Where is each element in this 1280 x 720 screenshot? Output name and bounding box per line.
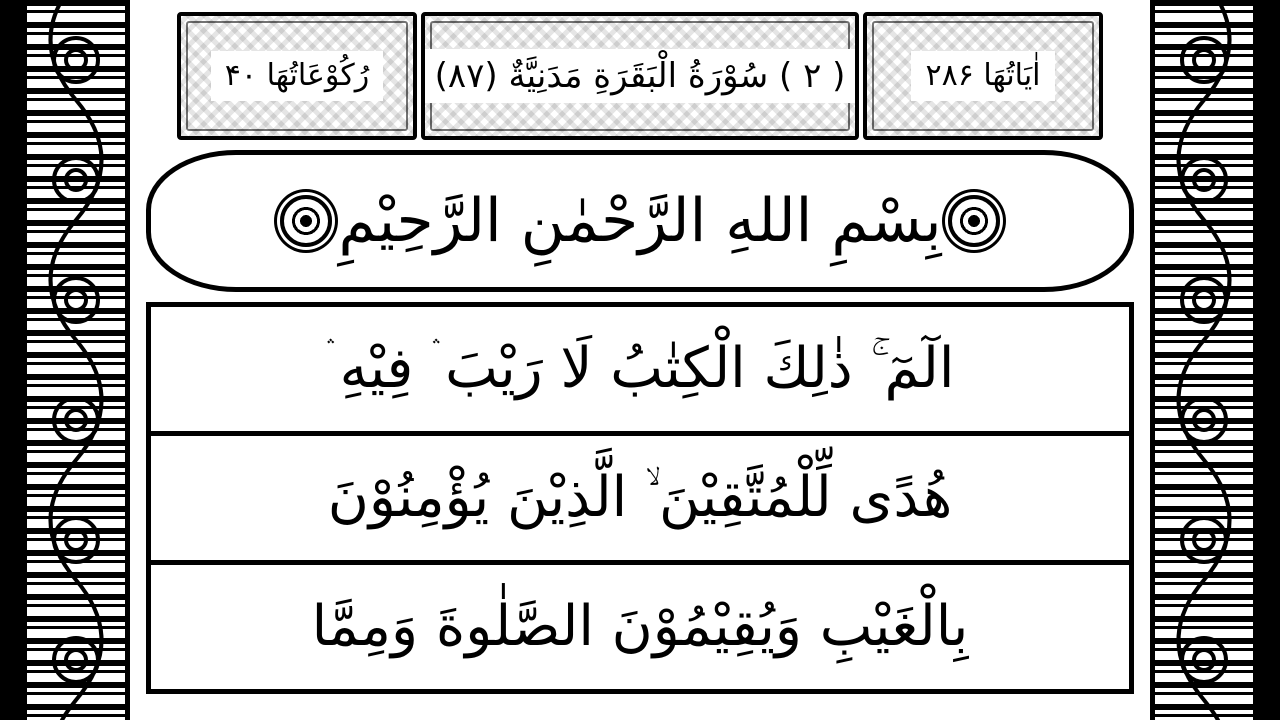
- ayah-line-2: [151, 436, 1129, 565]
- ayah-lines: [146, 302, 1134, 694]
- ruku-count-label: رُكُوْعَاتُهَا ۴۰: [217, 57, 377, 95]
- arabesque-pattern-right: [1150, 0, 1258, 720]
- ornamental-border-right: [1150, 0, 1258, 720]
- ayah-line-3: [151, 565, 1129, 689]
- ayah-count-cartouche: [863, 12, 1103, 140]
- rosette-icon-right: [280, 195, 332, 247]
- basmala-text: بِسْمِ اللهِ الرَّحْمٰنِ الرَّحِيْمِ: [338, 186, 942, 256]
- arabesque-pattern-left: [22, 0, 130, 720]
- page-edge-band-left: [0, 0, 22, 720]
- rosette-icon-left: [948, 195, 1000, 247]
- ayah-line-text: الٓمٓ ۚ ذٰلِكَ الْكِتٰبُ لَا رَيْبَ ۛ فِيْهِ ۛ: [325, 336, 955, 402]
- ayah-line-text: هُدًى لِّلْمُتَّقِيْنَ ۙ الَّذِيْنَ يُؤْمِنُوْنَ: [327, 465, 953, 531]
- ornamental-border-left: [22, 0, 130, 720]
- ayah-line-1: [151, 307, 1129, 436]
- surah-title-label: ( ۲ ) سُوْرَةُ الْبَقَرَةِ مَدَنِیَّةٌ (۸۷): [427, 55, 854, 98]
- ayah-line-text: بِالْغَيْبِ وَيُقِيْمُوْنَ الصَّلٰوةَ وَمِمَّا: [311, 594, 969, 660]
- surah-header: [142, 12, 1138, 140]
- basmala-panel: [146, 150, 1134, 292]
- page-edge-band-right: [1258, 0, 1280, 720]
- ayah-count-label: اٰیَاتُهَا ۲۸۶: [917, 57, 1048, 95]
- surah-title-cartouche: [421, 12, 859, 140]
- ruku-count-cartouche: [177, 12, 417, 140]
- page-content: [130, 0, 1150, 720]
